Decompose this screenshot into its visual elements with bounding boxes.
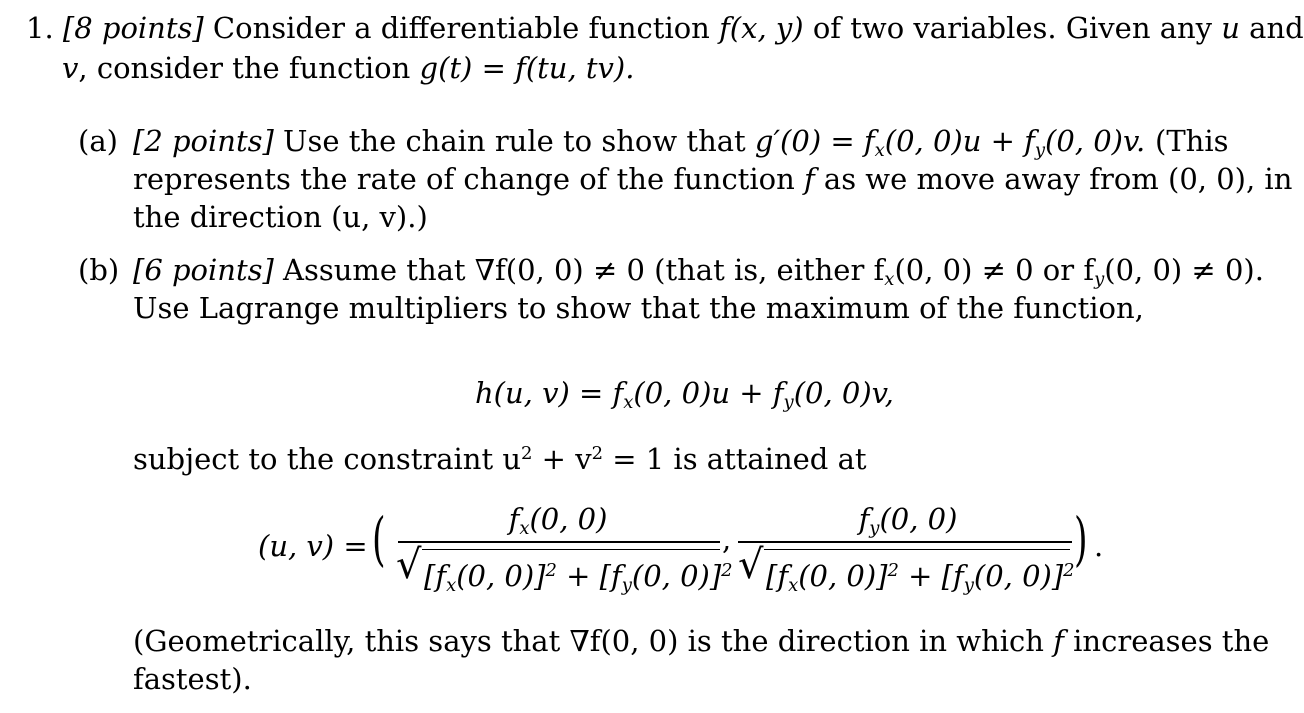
num2-a: f [858,502,870,536]
f-symbol: f [803,162,815,196]
part-b-line-2: Use Lagrange multipliers to show that the maximum of the function, [133,291,1144,325]
constraint-b: + v [532,441,592,476]
part-b-points: [6 points] [133,253,274,287]
sub-x: x [874,140,885,162]
constraint-c: = 1 is attained at [603,441,867,476]
constraint-line [133,435,867,478]
part-b-text-1b: (0, 0) ≠ 0 or f [894,253,1095,287]
f-symbol: f [1053,624,1064,658]
den2-d: (0, 0)] [973,558,1064,593]
sub-y: y [963,574,974,596]
problem-intro-a: Consider a differentiable function [203,11,720,45]
den1-b: (0, 0)] [456,558,546,593]
sup-2: 2 [887,560,899,581]
fraction-1-bar [398,541,720,543]
h-equation [475,374,894,422]
left-big-paren: ( [372,505,386,573]
word-and: and [1239,11,1304,45]
sup-2: 2 [521,443,533,464]
part-a-text-1: Use the chain rule to show that [273,124,755,158]
f-xy: f(x, y) [719,11,804,45]
h-eq-c: (0, 0)v, [793,376,894,410]
fraction-2-denominator [766,552,1075,605]
part-a-line-3: the direction (u, v).) [133,200,428,234]
problem-points: [8 points] [62,11,204,45]
part-a-line-2 [133,160,1292,198]
uv-equals: (u, v) = [258,529,368,563]
h-eq-a: h(u, v) = f [475,376,624,410]
sub-y: y [783,392,794,414]
fraction-2-bar [738,541,1072,543]
part-a-tail-2: (0, 0)v. [1045,124,1146,158]
den1-a: [f [424,558,447,593]
h-eq-b: (0, 0)u + f [633,376,784,410]
problem-intro-2a: , consider the function [78,51,420,85]
problem-line-1 [26,9,1304,47]
right-big-paren: ) [1074,505,1088,573]
part-a-text-2b: as we move away from (0, 0), in [814,162,1293,196]
sup-2: 2 [545,560,557,581]
sub-x: x [519,518,530,540]
part-a-this: (This [1155,124,1229,158]
sqrt-1-vinculum [422,549,720,550]
part-a-tail: (0, 0)u + f [884,124,1035,158]
problem-intro-b: of two variables. Given any [803,11,1222,45]
sub-x: x [623,392,634,414]
g-prime-eq: g′(0) = f [754,124,875,158]
num1-a: f [508,502,520,536]
sup-2: 2 [721,560,733,581]
geo-a: (Geometrically, this says that ∇f(0, 0) is the direction in which [133,624,1054,658]
part-a-text-2: represents the rate of change of the function [133,162,804,196]
problem-line-2 [62,49,634,87]
sup-2: 2 [1063,560,1075,581]
problem-number: 1. [26,11,54,45]
num1-b: (0, 0) [529,502,608,536]
var-u: u [1221,11,1240,45]
part-b-text-1a: Assume that ∇f(0, 0) ≠ 0 (that is, either f [273,253,885,287]
var-v: v [62,51,79,85]
part-a-label: (a) [78,124,118,158]
part-a-points: [2 points] [133,124,274,158]
sub-y: y [1094,269,1105,291]
sub-y: y [1034,140,1046,162]
fraction-comma: , [722,522,732,556]
sup-2: 2 [591,443,604,464]
den2-c: + [f [898,558,964,593]
sqrt-1-icon: √ [396,542,422,588]
sub-y: y [869,518,880,540]
constraint-a: subject to the constraint u [133,441,522,476]
num2-b: (0, 0) [879,502,958,536]
sqrt-2-icon: √ [738,542,764,588]
g-definition: g(t) = f(tu, tv). [419,51,635,85]
den2-b: (0, 0)] [798,558,888,593]
den2-a: [f [766,558,789,593]
final-period: . [1094,529,1104,563]
geometric-remark-line-2: fastest). [133,662,252,696]
sub-x: x [788,574,799,596]
sub-x: x [884,269,895,291]
sub-y: y [621,574,632,596]
geo-b: increases the [1063,624,1270,658]
geometric-remark-line-1 [133,622,1269,660]
fraction-1-denominator [424,552,733,605]
sqrt-2-vinculum [764,549,1070,550]
part-b-label: (b) [78,253,120,287]
den1-c: + [f [556,558,622,593]
sub-x: x [446,574,457,596]
part-b-text-1c: (0, 0) ≠ 0). [1104,253,1264,287]
den1-d: (0, 0)] [631,558,722,593]
